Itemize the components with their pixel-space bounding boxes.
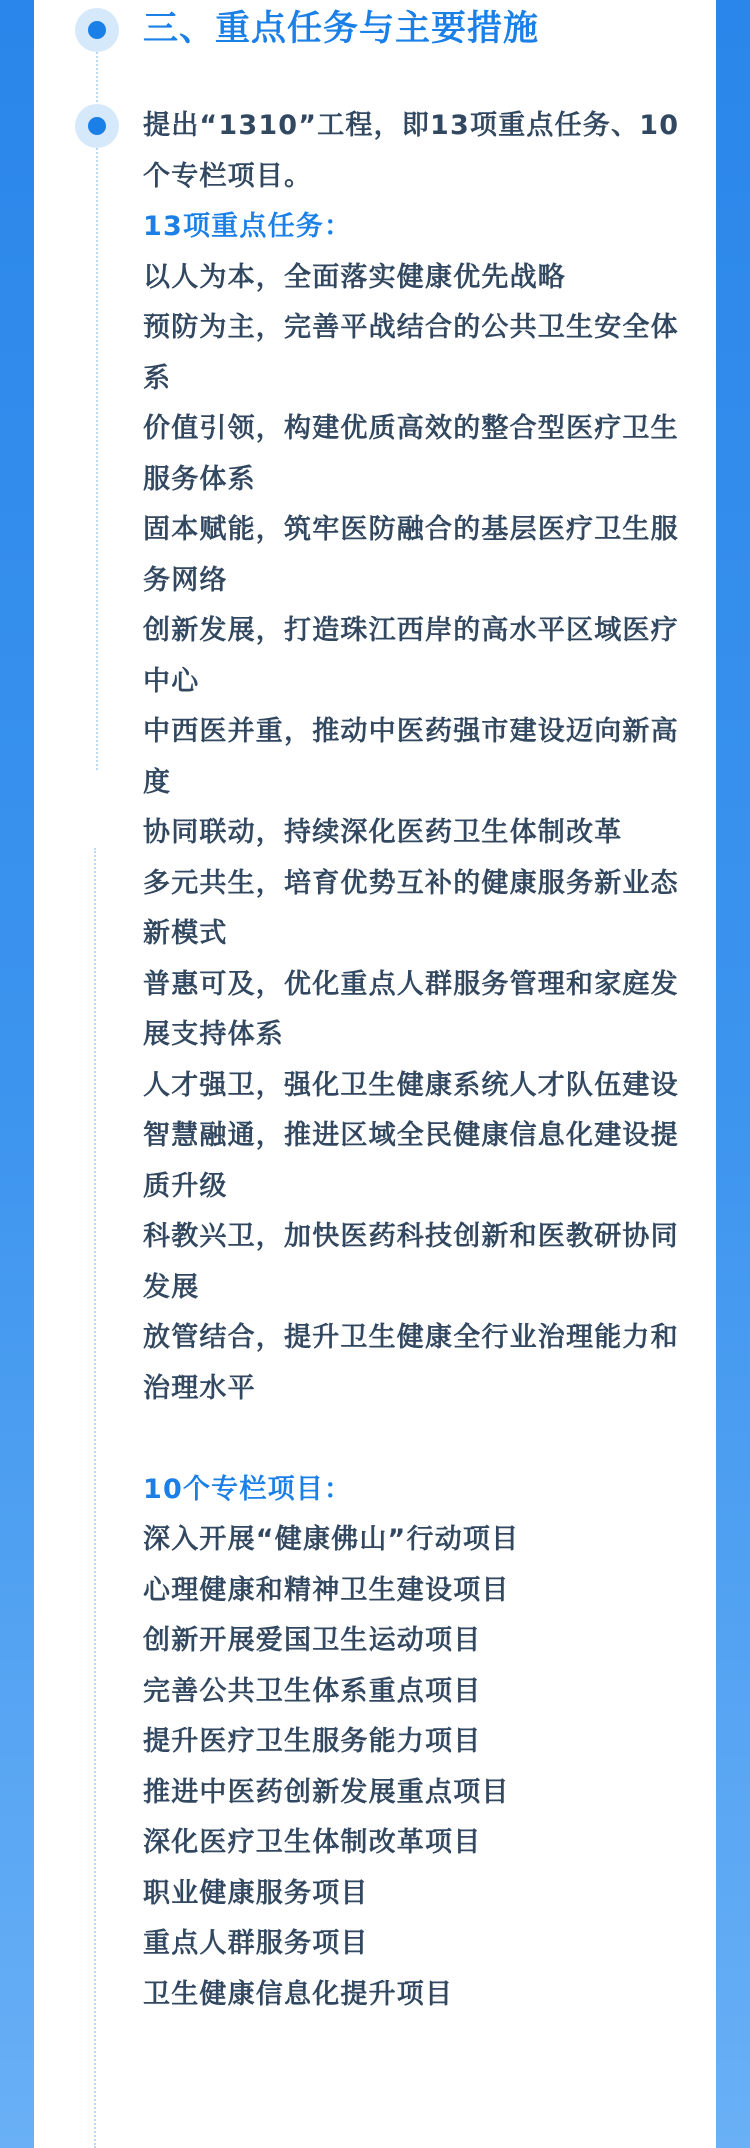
tasks-label: 13项重点任务： xyxy=(143,211,353,242)
projects-list xyxy=(143,1515,703,2020)
section-spacer xyxy=(143,1414,703,1465)
projects-label: 10个专栏项目： xyxy=(143,1473,353,1505)
task-item: 固本赋能，筑牢医防融合的基层医疗卫生服务网络 xyxy=(143,514,679,596)
project-item: 重点人群服务项目 xyxy=(143,1928,369,1959)
task-item: 普惠可及，优化重点人群服务管理和家庭发展支持体系 xyxy=(143,968,679,1050)
task-item: 放管结合，提升卫生健康全行业治理能力和治理水平 xyxy=(143,1322,679,1404)
heading-bullet-dot xyxy=(75,8,119,52)
project-item: 深化医疗卫生体制改革项目 xyxy=(143,1827,482,1858)
task-item: 人才强卫，强化卫生健康系统人才队伍建设 xyxy=(143,1069,679,1101)
intro-paragraph: 提出“1310”工程，即13项重点任务、10个专栏项目。 xyxy=(143,110,680,192)
task-item: 创新发展，打造珠江西岸的高水平区域医疗中心 xyxy=(143,615,679,697)
task-item: 科教兴卫，加快医药科技创新和医教研协同发展 xyxy=(143,1221,679,1303)
task-item: 以人为本，全面落实健康优先战略 xyxy=(143,261,566,293)
project-item: 完善公共卫生体系重点项目 xyxy=(143,1675,482,1707)
section-content xyxy=(143,101,703,2020)
timeline-line-top xyxy=(96,40,98,770)
timeline-line-bottom xyxy=(94,848,96,2148)
tasks-list xyxy=(143,253,703,1415)
project-item: 职业健康服务项目 xyxy=(143,1877,369,1909)
project-item: 心理健康和精神卫生建设项目 xyxy=(143,1574,510,1606)
project-item: 创新开展爱国卫生运动项目 xyxy=(143,1625,482,1656)
intro-bullet-dot xyxy=(75,104,119,148)
project-item: 深入开展“健康佛山”行动项目 xyxy=(143,1524,520,1555)
task-item: 中西医并重，推动中医药强市建设迈向新高度 xyxy=(143,716,679,798)
project-item: 卫生健康信息化提升项目 xyxy=(143,1978,454,2010)
section-heading: 三、重点任务与主要措施 xyxy=(143,9,540,49)
task-item: 预防为主，完善平战结合的公共卫生安全体系 xyxy=(143,312,679,394)
task-item: 多元共生，培育优势互补的健康服务新业态新模式 xyxy=(143,867,679,949)
task-item: 协同联动，持续深化医药卫生体制改革 xyxy=(143,817,623,848)
project-item: 提升医疗卫生服务能力项目 xyxy=(143,1726,482,1757)
task-item: 价值引领，构建优质高效的整合型医疗卫生服务体系 xyxy=(143,413,679,495)
project-item: 推进中医药创新发展重点项目 xyxy=(143,1776,510,1808)
task-item: 智慧融通，推进区域全民健康信息化建设提质升级 xyxy=(143,1120,679,1202)
